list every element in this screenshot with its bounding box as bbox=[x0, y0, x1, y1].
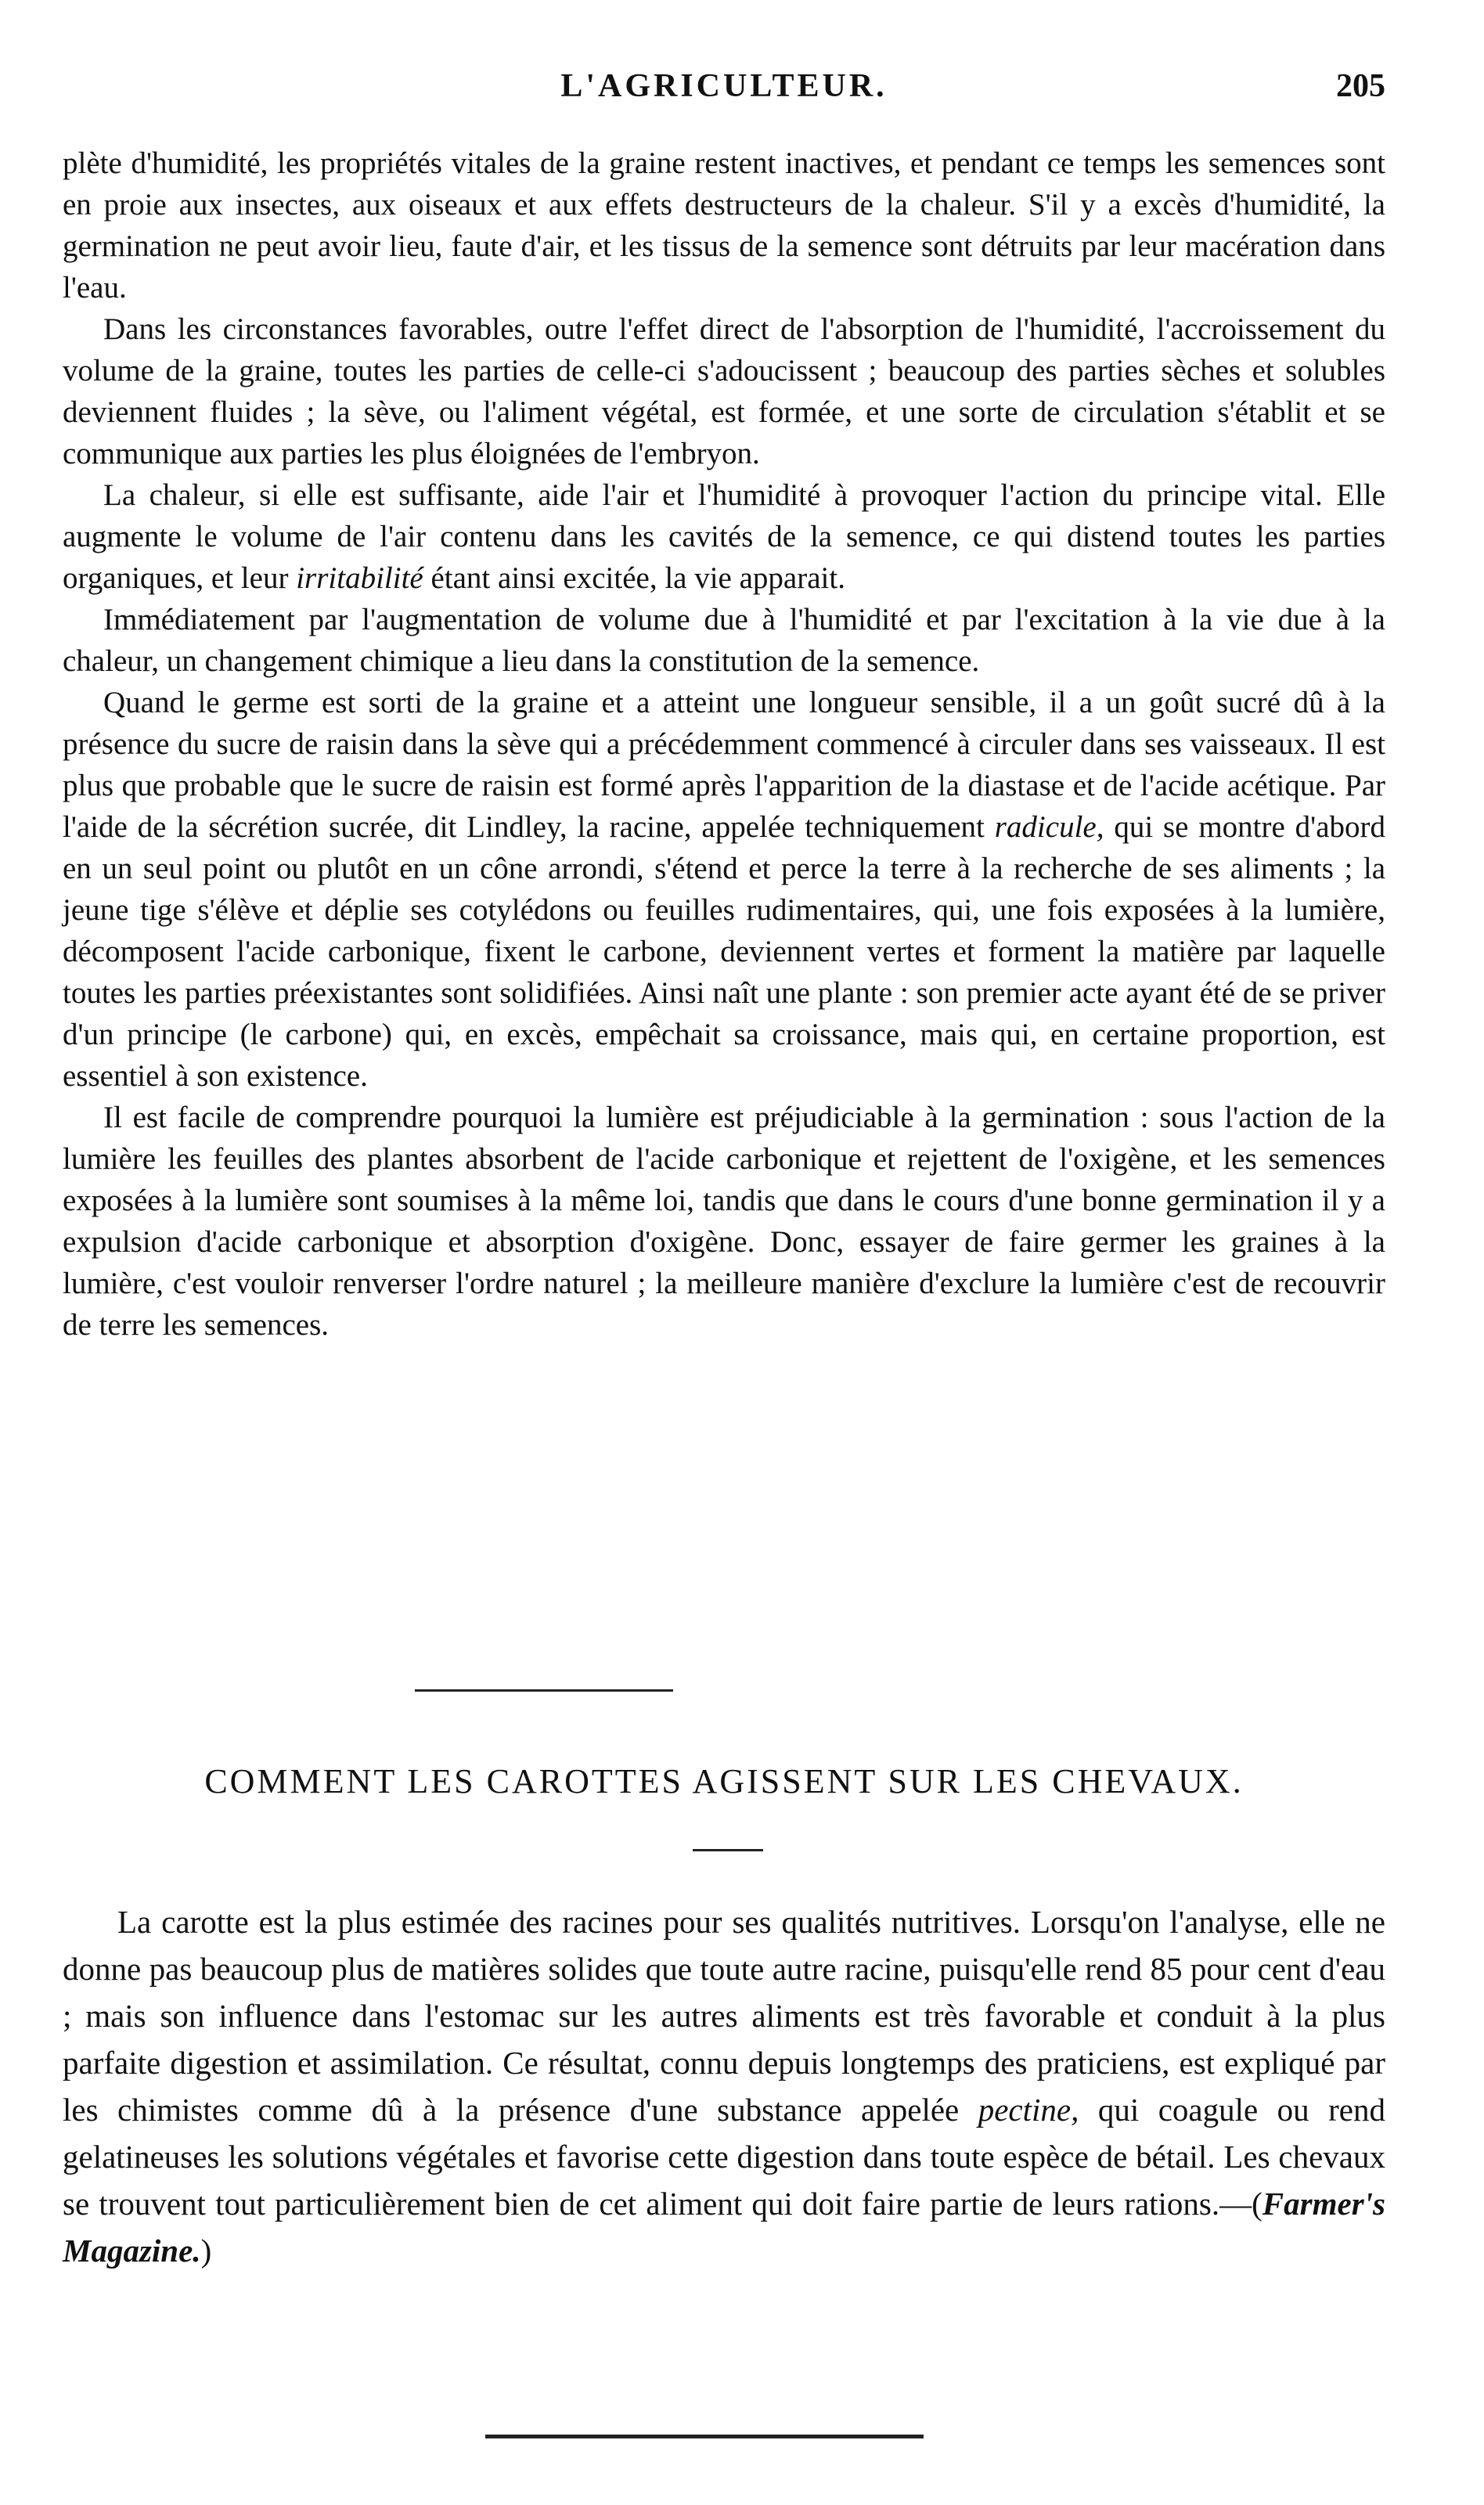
running-head bbox=[63, 67, 1385, 114]
italic-term: pectine, bbox=[978, 2092, 1079, 2128]
paragraph: Il est facile de comprendre pourquoi la lumière est préjudiciable à la germination : sous l'action de la lumière les feuilles des plantes absorbent de l'acide carbonique et rejettent de l'oxigène, et les semences exposées à la lumière sont soumises à la même loi, tandis que dans le cours d'une bonne germination il y a expulsion d'acide carbonique et absorption d'oxigène. Donc, essayer de faire germer les graines à la lumière, c'est vouloir renverser l'ordre naturel ; la meilleure manière d'exclure la lumière c'est de recouvrir de terre les semences. bbox=[63, 1101, 1385, 1342]
section-divider bbox=[415, 1689, 673, 1692]
source-citation: Farmer's Magazine. bbox=[63, 2186, 1385, 2269]
paragraph: Immédiatement par l'augmentation de volume due à l'humidité et par l'excitation à la vie due à la chaleur, un changement chimique a lieu dans la constitution de la semence. bbox=[63, 603, 1385, 678]
article-text: qui coagule ou rend gelatineuses les solutions végétales et favorise cette digestion dans toute espèce de bétail. Les chevaux se trouvent tout particulièrement bien de cet aliment qui doit faire partie de leurs rations.—( bbox=[63, 2092, 1385, 2222]
article-paragraph bbox=[63, 1898, 1385, 2274]
germination-text bbox=[63, 142, 1385, 1346]
paragraph: plète d'humidité, les propriétés vitales de la graine restent inactives, et pendant ce temps les semences sont en proie aux insectes, aux oiseaux et aux effets destructeurs de la chaleur. S'il y a excès d'humidité, la germination ne peut avoir lieu, faute d'air, et les tissus de la semence sont détruits par leur macération dans l'eau. bbox=[63, 146, 1385, 305]
paragraph-text: qui se montre d'abord en un seul point ou plutôt en un cône arrondi, s'étend et perce la terre à la recherche de ses aliments ; la jeune tige s'élève et déplie ses cotylédons ou feuilles rudimentaires, qui, une fois exposées à la lumière, décomposent l'acide carbonique, fixent le carbone, deviennent vertes et forment la matière par laquelle toutes les parties préexistantes sont solidifiées. Ainsi naît une plante : son premier acte ayant été de se priver d'un principe (le carbone) qui, en excès, empêchait sa croissance, mais qui, en certaine proportion, est essentiel à son existence. bbox=[63, 810, 1385, 1093]
italic-term: irritabilité bbox=[296, 561, 423, 595]
paragraph-text: Quand le germe est sorti de la graine et a atteint une longueur sensible, il a un goût sucré dû à la présence du sucre de raisin dans la sève qui a précédemment commencé à circuler dans ses vaisseaux. Il est plus que probable que le sucre de raisin est formé après l'apparition de la diastase et de l'acide acétique. Par l'aide de la sécrétion sucrée, dit Lindley, la racine, appelée techniquement bbox=[63, 686, 1385, 844]
article-text: La carotte est la plus estimée des racines pour ses qualités nutritives. Lorsqu'on l'analyse, elle ne donne pas beaucoup plus de matières solides que toute autre racine, puisqu'elle rend 85 pour cent d'eau ; mais son influence dans l'estomac sur les autres aliments est très favorable et conduit à la plus parfaite digestion et assimilation. Ce résultat, connu depuis longtemps des praticiens, est expliqué par les chimistes comme dû à la présence d'une substance appelée bbox=[63, 1904, 1385, 2128]
section-title: COMMENT LES CAROTTES AGISSENT SUR LES CHEVAUX. bbox=[204, 1762, 1244, 1800]
running-title: L'AGRICULTEUR. bbox=[560, 68, 888, 104]
paragraph: Dans les circonstances favorables, outre l'effet direct de l'absorption de l'humidité, l'accroissement du volume de la graine, toutes les parties de celle-ci s'adoucissent ; beaucoup des parties sèches et solubles deviennent fluides ; la sève, ou l'aliment végétal, est formée, et une sorte de circulation s'établit et se communique aux parties les plus éloignées de l'embryon. bbox=[63, 312, 1385, 470]
article-text: ) bbox=[200, 2233, 212, 2269]
paragraph-text: étant ainsi excitée, la vie apparait. bbox=[423, 561, 845, 595]
end-rule bbox=[485, 2435, 924, 2438]
page-number: 205 bbox=[1336, 68, 1385, 104]
paragraph bbox=[63, 682, 1385, 1097]
italic-term: radicule, bbox=[994, 810, 1104, 844]
title-underline bbox=[693, 1849, 763, 1851]
paragraph bbox=[63, 474, 1385, 599]
paragraph-text: La chaleur, si elle est suffisante, aide l'air et l'humidité à provoquer l'action du principe vital. Elle augmente le volume de l'air contenu dans les cavités de la semence, ce qui distend toutes les parties organiques, et leur bbox=[63, 478, 1385, 595]
carrots-article bbox=[63, 1898, 1385, 2274]
